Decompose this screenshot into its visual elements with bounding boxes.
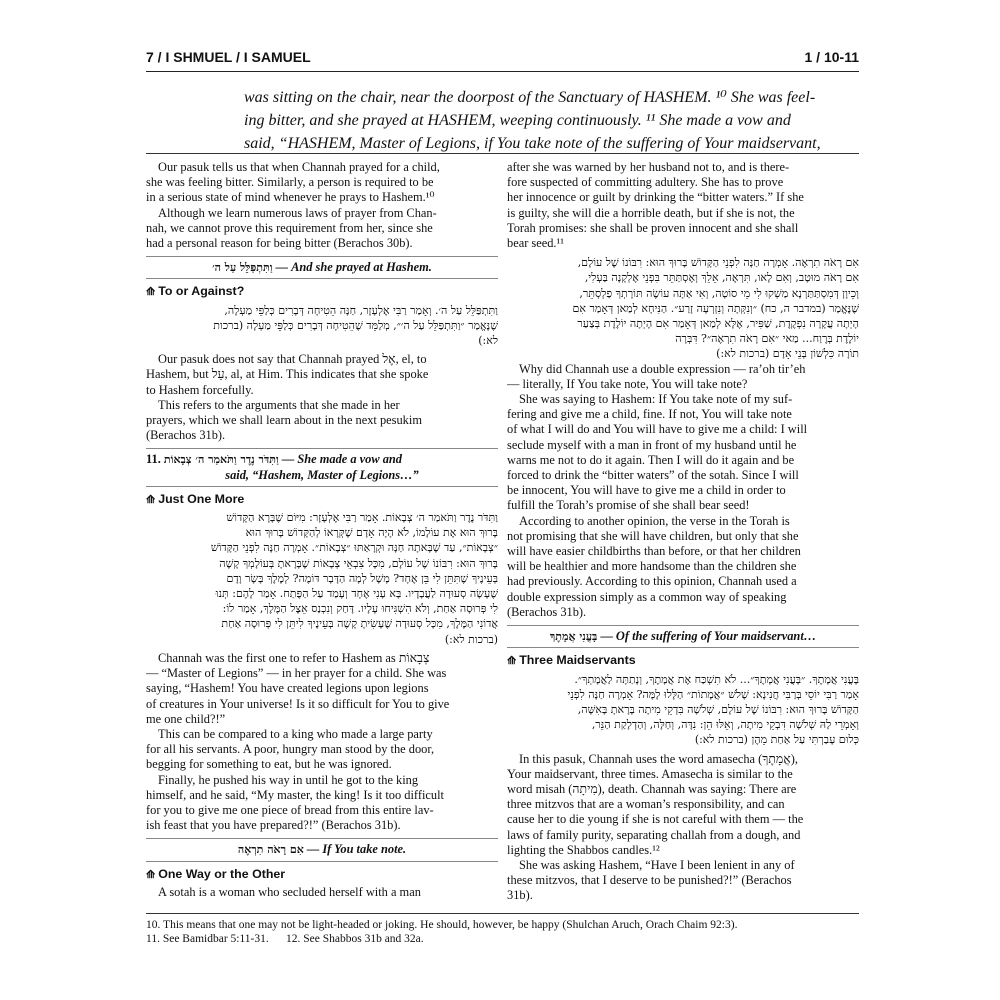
footnote: 11. See Bamidbar 5:11-31. 12. See Shabbos 31b and 32a. [146, 933, 424, 945]
paragraph: after she was warned by her husband not to, and is there- fore suspected of committing adultery. She has to prove her innocence or guilt by drinking the “bitter waters.” If she is guilty, she will die a horrible death, but if she is not, the Torah promises: she shall be proven innocent and she shall bear seed.¹¹ [507, 160, 804, 251]
header-chapter-verse: 1 / 10-11 [804, 49, 859, 65]
book-icon: ⟰ [146, 868, 156, 881]
footnote: 10. This means that one may not be light-headed or joking. He should, however, be happy (Shulchan Aruch, Orach Chaim 92:3). [146, 919, 738, 931]
running-header [146, 45, 859, 72]
hebrew-source: וַתִּדֹּר נֶדֶר וַתֹּאמַר ה׳ צְבָאוֹת. אָמַר רַבִּי אֶלְעָזָר: מִיּוֹם שֶׁבָּרָא הַקָּדוֹשׁ בָּרוּךְ הוּא אֶת עוֹלָמוֹ, לֹא הָיָה אָדָם שֶׁקְּרָאוֹ לְהַקָּדוֹשׁ בָּרוּךְ הוּא ״צְבָאוֹת״, עַד שֶׁבָּאתָה חַנָּה וּקְרָאַתּוּ ״צְבָאוֹת״. אָמְרָה חַנָּה לִפְנֵי הַקָּדוֹשׁ בָּרוּךְ הוּא: רִבּוֹנוֹ שֶׁל עוֹלָם, מִכָּל צִבְאֵי צְבָאוֹת שֶׁבָּרָאתָ בְּעוֹלָמְךָ קָשֶׁה בְּעֵינֶיךָ שֶׁתִּתֵּן לִי בֵּן אֶחָד? מָשָׁל לְמָה הַדָּבָר דּוֹמֶה? לְמֶלֶךְ בָּשָׂר וָדָם שֶׁעָשָׂה סְעוּדָה לַעֲבָדָיו. בָּא עָנִי אֶחָד וְעָמַד עַל הַפֶּתַח. אָמַר לָהֶם: תְּנוּ לִי פְּרוּסָה אַחַת, וְלֹא הִשְׁגִּיחוּ עָלָיו. דָּחַק וְנִכְנַס אֵצֶל הַמֶּלֶךְ, אָמַר לוֹ: אֲדוֹנִי הַמֶּלֶךְ, מִכָּל סְעוּדָה שֶׁעָשִׂיתָ קָשֶׁה בְּעֵינֶיךָ לִיתֵּן לִי פְּרוּסָה אַחַת (ברכות לא:) [210, 511, 498, 646]
lemma-heading: וַתִּתְפַּלֵּל עַל ה׳ — And she prayed at Hashem. [146, 256, 498, 279]
paragraph: Our pasuk tells us that when Channah prayed for a child, she was feeling bitter. Similarly, a person is required to be in a serious state of mind whenever he prays to Hashem.¹⁰ [146, 160, 440, 205]
subheading: ⟰ To or Against? [146, 284, 245, 299]
paragraph: A sotah is a woman who secluded herself with a man [158, 884, 421, 899]
section-divider [146, 153, 859, 154]
verse-line: ing bitter, and she prayed at HASHEM, weeping continuously. ¹¹ She made a vow and [244, 112, 791, 129]
header-book-title: 7 / I SHMUEL / I SAMUEL [146, 49, 311, 65]
paragraph: This refers to the arguments that she made in her prayers, which we shall learn about in the next pesukim (Berachos 31b). [146, 397, 422, 443]
book-icon: ⟰ [146, 493, 156, 506]
paragraph: Why did Channah use a double expression — ra’oh tir’eh — literally, If You take note, You will take note? [507, 361, 806, 391]
lemma-heading: 11. וַתִּדֹּר נֶדֶר וַתֹּאמַר ה׳ צְבָאוֹת — She made a vow and said, “Hashem, Master of Legions…” [146, 448, 498, 486]
paragraph: She was asking Hashem, “Have I been lenient in any of these mitzvos, that I deserve to be punished?!” (Berachos 31b). [507, 857, 795, 903]
paragraph: In this pasuk, Channah uses the word amasecha (אֲמָתֶךָ), Your maidservant, three times. Amasecha is similar to the word misah (מִיתָה), death. Channah was saying: There are three mitzvos that are a woman’s responsibility, and can cause her to die young if she is not careful with them — the laws of family purity, separating challah from a dough, and lighting the Shabbos candles.¹² [507, 751, 804, 857]
paragraph: According to another opinion, the verse in the Torah is not promising that she will have children, but only that she will have easier childbirths than before, or that her children will be healthier and more handsome than the children she had previously. According to this opinion, Channah used a double expression simply as a common way of speaking (Berachos 31b). [507, 513, 801, 619]
paragraph: Although we learn numerous laws of prayer from Chan- nah, we cannot prove this requirement from her, since she had a personal reason for being bitter (Berachos 30b). [146, 205, 437, 251]
paragraph: This can be compared to a king who made a large party for all his servants. A poor, hungry man stood by the door, begging for something to eat, but he was ignored. [146, 726, 435, 772]
right-column [507, 160, 859, 904]
verse-line: said, “HASHEM, Master of Legions, if You take note of the suffering of Your maidservant, [244, 135, 821, 152]
verse-line: was sitting on the chair, near the doorpost of the Sanctuary of HASHEM. ¹⁰ She was feel- [244, 89, 816, 106]
lemma-heading: בָּעֳנִי אֲמָתֶךָ — Of the suffering of Your maidservant… [507, 625, 859, 648]
footnotes [146, 918, 859, 946]
hebrew-source: בָּעֳנִי אֲמָתֶךָ. ״בָּעֳנִי אֲמָתֶךָ״... לֹא תִשְׁכַּח אֶת אֲמָתֶךָ, וְנָתַתָּה לַאֲמָתְךָ״. אָמַר רַבִּי יוֹסֵי בְּרַבִּי חֲנִינָא: שָׁלֹשׁ ״אֲמָתוֹת״ הַלָּלוּ לָמָּה? אָמְרָה חַנָּה לִפְנֵי הַקָּדוֹשׁ בָּרוּךְ הוּא: רִבּוֹנוֹ שֶׁל עוֹלָם, שְׁלֹשָׁה בִּדְקֵי מִיתָה בָּרָאתָ בָּאִשָּׁה, וְאָמְרֵי לַהּ שְׁלֹשָׁה דִּבְקֵי מִיתָה, וְאֵלּוּ הֵן: נִדָּה, וְחַלָּה, וְהַדְלָקַת הַנֵּר, כְּלוּם עָבַרְתִּי עַל אַחַת מֵהֶן (ברכות לא:) [567, 672, 859, 747]
hebrew-source: וַתִּתְפַּלֵּל עַל ה׳. וְאָמַר רַבִּי אֶלְעָזָר, חַנָּה הֵטִיחָה דְּבָרִים כְּלַפֵּי מַעְלָה, שֶׁנֶּאֱמַר ״וַתִּתְפַּלֵּל עַל ה׳״, מְלַמֵּד שֶׁהֵטִיחָה דְּבָרִים כְּלַפֵּי מַעְלָה (ברכות לא:) [213, 303, 498, 348]
left-column [146, 160, 498, 900]
footnote-divider [146, 913, 859, 914]
paragraph: Channah was the first one to refer to Hashem as צְבָאוֹת — “Master of Legions” — in her prayer for a child. She was saying, “Hashem! You have created legions upon legions of creatures in Your universe! Is it so difficult for You to give me one child?!” [146, 650, 450, 726]
subheading: ⟰ Just One More [146, 491, 245, 506]
lemma-heading: אִם רָאֹה תִרְאֶה — If You take note. [146, 838, 498, 861]
subheading: ⟰ One Way or the Other [146, 866, 286, 881]
book-icon: ⟰ [507, 655, 517, 668]
book-icon: ⟰ [146, 286, 156, 299]
paragraph: She was saying to Hashem: If You take note of my suf- fering and give me a child, fine. If not, You will take note of what I will do and You will have to give me a child: I will seclude myself with a man in front of my husband until he warns me not to do it again. Then I will do it again and be forced to drink the “bitter waters” of the sotah. Since I will be innocent, You will have to give me a child in order to fulfill the Torah’s promise of she shall bear seed! [507, 392, 808, 513]
paragraph: Finally, he pushed his way in until he got to the king himself, and he said, “My master, the king! Is it too difficult for you to give me one piece of bread from this entire lav- ish feast that you have prepared?!” (Berachos 31b). [146, 772, 444, 833]
verse-translation [244, 86, 860, 155]
subheading: ⟰ Three Maidservants [507, 653, 636, 668]
paragraph: Our pasuk does not say that Channah prayed אֶל, el, to Hashem, but עַל, al, at Him. This indicates that she spoke to Hashem forcefully. [146, 352, 429, 397]
hebrew-source: אִם רָאֹה תִרְאֶה. אָמְרָה חַנָּה לִפְנֵי הַקָּדוֹשׁ בָּרוּךְ הוּא: רִבּוֹנוֹ שֶׁל עוֹלָם, אִם רָאֹה מוּטָב, וְאִם לָאו, תִּרְאֶה, אֵלֵךְ וְאֶסְתַּתֵּר בִּפְנֵי אֶלְקָנָה בַּעְלִי, וְכֵיוָן דְּמִסְתַּתַּרְנָא מַשְׁקוּ לִי מֵי סוֹטָה, וְאִי אַתָּה עוֹשֶׂה תּוֹרָתְךָ פַלְסְתֵּר, שֶׁנֶּאֱמַר (במדבר ה, כח) ״וְנִקְּתָה וְנִזְרְעָה זָרַע״. הַנִּיחָא לְמַאן דְּאָמַר אִם הָיְתָה עֲקָרָה נִפְקֶדֶת, שַׁפִּיר, אֶלָּא לְמַאן דְּאָמַר אִם הָיְתָה יוֹלֶדֶת בְּצַעַר יוֹלֶדֶת בְּרֶוַח... מַאי ״אִם רָאֹה תִרְאֶה״? דִּבְּרָה תוֹרָה כִּלְשׁוֹן בְּנֵי אָדָם (ברכות לא:) [572, 256, 859, 361]
